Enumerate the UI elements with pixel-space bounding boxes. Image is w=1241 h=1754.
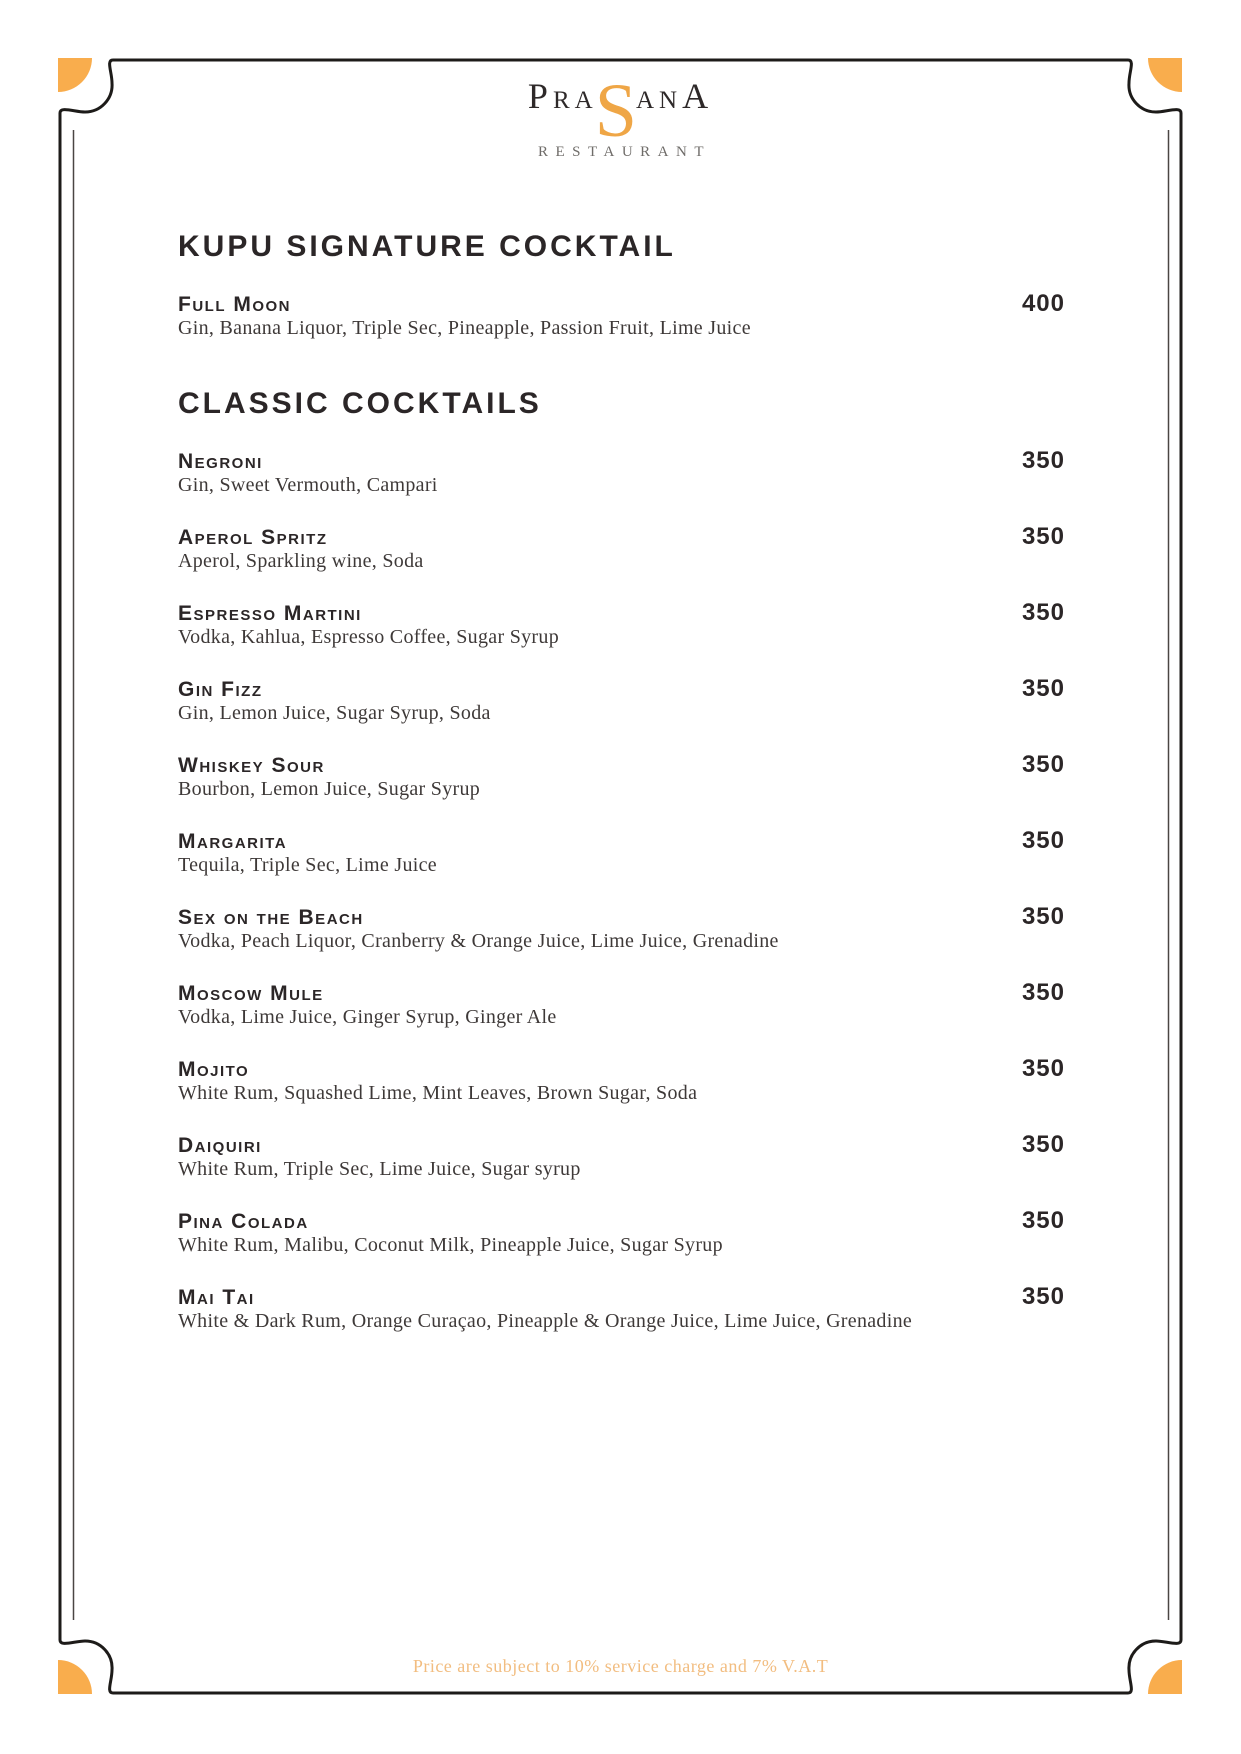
section-title: KUPU SIGNATURE COCKTAIL xyxy=(178,230,676,263)
menu-item xyxy=(178,981,1065,1029)
item-name: Margarita xyxy=(178,830,288,853)
brand-name-pre: Pra xyxy=(527,76,598,116)
item-description: White Rum, Malibu, Coconut Milk, Pineapple Juice, Sugar Syrup xyxy=(178,1234,723,1256)
item-description: Vodka, Kahlua, Espresso Coffee, Sugar Syrup xyxy=(178,626,559,648)
item-description: White Rum, Squashed Lime, Mint Leaves, Brown Sugar, Soda xyxy=(178,1082,698,1104)
section-items xyxy=(178,292,1065,340)
item-header-row xyxy=(178,1209,1065,1234)
menu-item xyxy=(178,1209,1065,1257)
item-name: Whiskey Sour xyxy=(178,754,325,777)
item-price: 350 xyxy=(1021,903,1065,930)
brand-name-post: anA xyxy=(635,76,714,116)
menu-item xyxy=(178,905,1065,953)
item-price: 350 xyxy=(1021,827,1065,854)
item-description: Tequila, Triple Sec, Lime Juice xyxy=(178,854,437,876)
item-header-row xyxy=(178,753,1065,778)
item-name: Full Moon xyxy=(178,293,291,316)
item-header-row xyxy=(178,1133,1065,1158)
item-price: 350 xyxy=(1021,1207,1065,1234)
section-title: CLASSIC COCKTAILS xyxy=(178,387,542,420)
item-name: Daiquiri xyxy=(178,1134,262,1157)
item-header-row xyxy=(178,981,1065,1006)
menu-item xyxy=(178,677,1065,725)
item-name: Pina Colada xyxy=(178,1210,309,1233)
item-name: Aperol Spritz xyxy=(178,526,328,549)
item-price: 350 xyxy=(1021,447,1065,474)
item-price: 350 xyxy=(1021,1283,1065,1310)
brand-name-accent-s: S xyxy=(594,69,637,153)
menu-item xyxy=(178,449,1065,497)
footer-note: Price are subject to 10% service charge and 7% V.A.T xyxy=(412,1656,829,1676)
menu-section xyxy=(178,230,1065,340)
item-price: 350 xyxy=(1021,599,1065,626)
brand-logo xyxy=(0,69,1241,161)
item-name: Espresso Martini xyxy=(178,602,362,625)
section-items xyxy=(178,449,1065,1333)
item-name: Mai Tai xyxy=(178,1286,255,1309)
item-name: Gin Fizz xyxy=(178,678,263,701)
item-price: 350 xyxy=(1021,1131,1065,1158)
menu-item xyxy=(178,1057,1065,1105)
item-header-row xyxy=(178,1057,1065,1082)
item-description: Vodka, Peach Liquor, Cranberry & Orange Juice, Lime Juice, Grenadine xyxy=(178,930,779,952)
menu-item xyxy=(178,829,1065,877)
menu-item xyxy=(178,601,1065,649)
item-price: 350 xyxy=(1021,675,1065,702)
item-price: 350 xyxy=(1021,523,1065,550)
menu-item xyxy=(178,1285,1065,1333)
item-name: Mojito xyxy=(178,1058,250,1081)
item-price: 350 xyxy=(1021,751,1065,778)
item-header-row xyxy=(178,525,1065,550)
menu-section xyxy=(178,387,1065,1333)
menu-sections xyxy=(178,230,1065,1361)
item-description: White & Dark Rum, Orange Curaçao, Pineapple & Orange Juice, Lime Juice, Grenadine xyxy=(178,1310,913,1332)
item-header-row xyxy=(178,1285,1065,1310)
menu-item xyxy=(178,753,1065,801)
item-price: 350 xyxy=(1021,1055,1065,1082)
item-description: Bourbon, Lemon Juice, Sugar Syrup xyxy=(178,778,481,800)
item-description: Gin, Banana Liquor, Triple Sec, Pineapple, Passion Fruit, Lime Juice xyxy=(178,317,751,339)
item-header-row xyxy=(178,677,1065,702)
item-header-row xyxy=(178,449,1065,474)
item-description: Gin, Sweet Vermouth, Campari xyxy=(178,474,438,496)
item-description: Aperol, Sparkling wine, Soda xyxy=(178,550,424,572)
menu-item xyxy=(178,292,1065,340)
item-price: 350 xyxy=(1021,979,1065,1006)
item-name: Moscow Mule xyxy=(178,982,324,1005)
item-price: 400 xyxy=(1021,290,1065,317)
item-header-row xyxy=(178,601,1065,626)
menu-item xyxy=(178,1133,1065,1181)
item-description: Vodka, Lime Juice, Ginger Syrup, Ginger Ale xyxy=(178,1006,557,1028)
item-name: Negroni xyxy=(178,450,263,473)
item-name: Sex on the Beach xyxy=(178,906,364,929)
item-description: Gin, Lemon Juice, Sugar Syrup, Soda xyxy=(178,702,491,724)
item-header-row xyxy=(178,905,1065,930)
item-description: White Rum, Triple Sec, Lime Juice, Sugar syrup xyxy=(178,1158,581,1180)
brand-tagline: RESTAURANT xyxy=(538,144,711,160)
menu-item xyxy=(178,525,1065,573)
item-header-row xyxy=(178,829,1065,854)
item-header-row xyxy=(178,292,1065,317)
